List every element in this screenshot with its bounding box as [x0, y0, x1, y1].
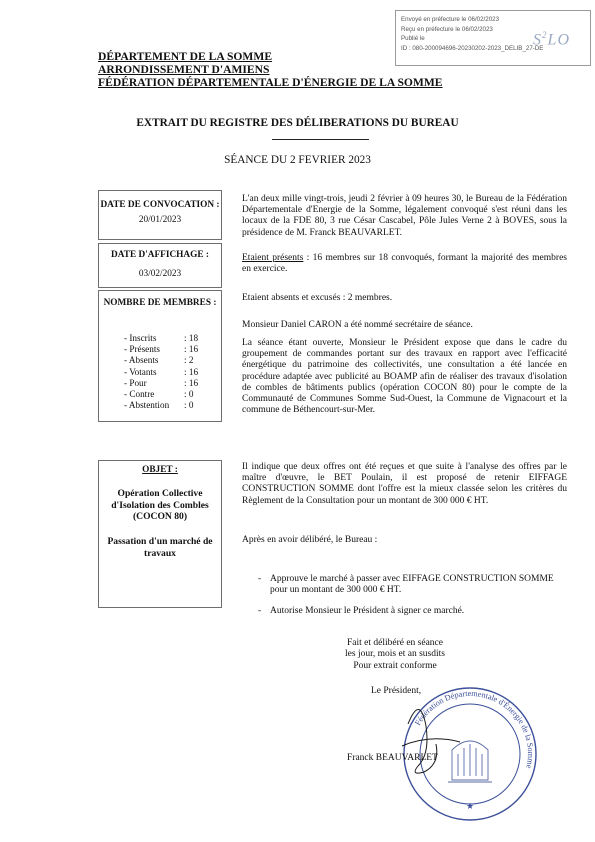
stamp-line-sent: Envoyé en préfecture le 06/02/2023	[401, 16, 500, 23]
affichage-box	[98, 243, 222, 288]
stamp-line-id: ID : 080-200094696-20230202-2023_DELIB_27-DE	[401, 44, 544, 52]
present-text: : 16 membres sur 18 convoqués, formant la majorité des membres en exercice.	[242, 253, 567, 275]
paragraph-secretary: Monsieur Daniel CARON a été nommé secrétaire de séance.	[242, 320, 473, 330]
title-divider	[272, 139, 369, 140]
paragraph-absent: Etaient absents et excusés : 2 membres.	[242, 293, 393, 303]
handwritten-signature	[402, 709, 460, 773]
list-item: - Contre : 0	[124, 389, 194, 400]
members-box	[98, 290, 222, 422]
paragraph-opening: L'an deux mille vingt-trois, jeudi 2 février à 09 heures 30, le Bureau de la Fédération Départementale d'Energie de la Somme, légalement convoqué s'est réuni dans les locaux de la FDE 80, 3 rue César Cascabel, Pôle Jules Verne 2 à BOVES, sous la présidence de M. Franck BEAUVARLET.	[242, 194, 567, 238]
seal-emblem-icon	[448, 741, 492, 782]
decision-list	[258, 574, 558, 628]
signature-line-1: Fait et délibéré en séance	[346, 638, 443, 648]
members-label: NOMBRE DE MEMBRES :	[103, 298, 217, 308]
list-item: - Présents : 16	[124, 344, 199, 355]
signature-line-3: Pour extrait conforme	[353, 660, 437, 671]
president-name: Franck BEAUVARLET	[347, 753, 438, 763]
list-item: - Pour : 16	[124, 377, 199, 388]
seal-text: Fédération Départementale d'Énergie de la Somme	[413, 688, 536, 770]
paragraph-exposition: La séance étant ouverte, Monsieur le Président expose que dans le cadre du groupement de commandes portant sur des travaux en rapport avec l'efficacité énergétique du patrimoine des collectivités, une consultation a été lancée en procédure adaptée avec publicité au BOAMP afin de réaliser des travaux d'isolation de combles de bâtiments publics (opération COCON 80) pour le compte de la Communauté de Communes Somme Sud-Ouest, la Commune de Vignacourt et la commune de Béthencourt-sur-Mer.	[242, 338, 567, 416]
affichage-date: 03/02/2023	[138, 269, 182, 279]
objet-subject: Opération Collective d'Isolation des Combles (COCON 80)	[111, 488, 209, 523]
seal-star-icon: ★	[465, 801, 475, 811]
stamp-line-published: Publié le	[401, 35, 425, 43]
list-item: - Approuve le marché à passer avec EIFFAGE CONSTRUCTION SOMME pour un montant de 300 000 € HT.	[258, 574, 554, 596]
objet-box	[98, 460, 222, 608]
paragraph-deliberation: Après en avoir délibéré, le Bureau :	[242, 535, 378, 545]
header-department: DÉPARTEMENT DE LA SOMME	[98, 50, 273, 63]
signature-formula	[320, 638, 470, 672]
document-header	[98, 50, 443, 89]
s2lo-logo: $S^2LO$	[533, 30, 570, 49]
members-list	[124, 333, 218, 411]
list-item: - Abstention : 0	[124, 400, 194, 411]
convocation-label: DATE DE CONVOCATION :	[100, 200, 220, 210]
seance-date: SÉANCE DU 2 FEVRIER 2023	[224, 154, 371, 166]
list-item: - Autorise Monsieur le Président à signer ce marché.	[258, 606, 465, 617]
header-arrondissement: ARRONDISSEMENT D'AMIENS	[98, 63, 270, 76]
list-item: - Votants : 16	[124, 366, 199, 377]
objet-subject-detail: Passation d'un marché de travaux	[107, 536, 213, 559]
paragraph-present	[242, 253, 567, 275]
header-federation: FÉDÉRATION DÉPARTEMENTALE D'ÉNERGIE DE LA SOMME	[98, 76, 443, 89]
signature-line-2: les jour, mois et an susdits	[345, 649, 445, 660]
president-label: Le Président,	[371, 686, 422, 696]
present-label: Etaient présents	[242, 253, 304, 263]
list-item: - Absents : 2	[124, 355, 194, 366]
paragraph-offers: Il indique que deux offres ont été reçues et que suite à l'analyse des offres par le maître d'œuvre, le BET Poulain, il est proposé de retenir EIFFAGE CONSTRUCTION SOMME dont l'offre est la mieux classée selon les critères du Règlement de la Consultation pour un montant de 300 000 € HT.	[242, 462, 567, 506]
convocation-date: 20/01/2023	[138, 215, 182, 225]
objet-label: OBJET :	[142, 465, 178, 475]
document-title: EXTRAIT DU REGISTRE DES DÉLIBERATIONS DU BUREAU	[136, 117, 459, 129]
stamp-line-received: Reçu en préfecture le 06/02/2023	[401, 25, 493, 33]
convocation-box	[98, 190, 222, 240]
list-item: - Inscrits : 18	[124, 333, 199, 343]
affichage-label: DATE D'AFFICHAGE :	[111, 250, 209, 260]
